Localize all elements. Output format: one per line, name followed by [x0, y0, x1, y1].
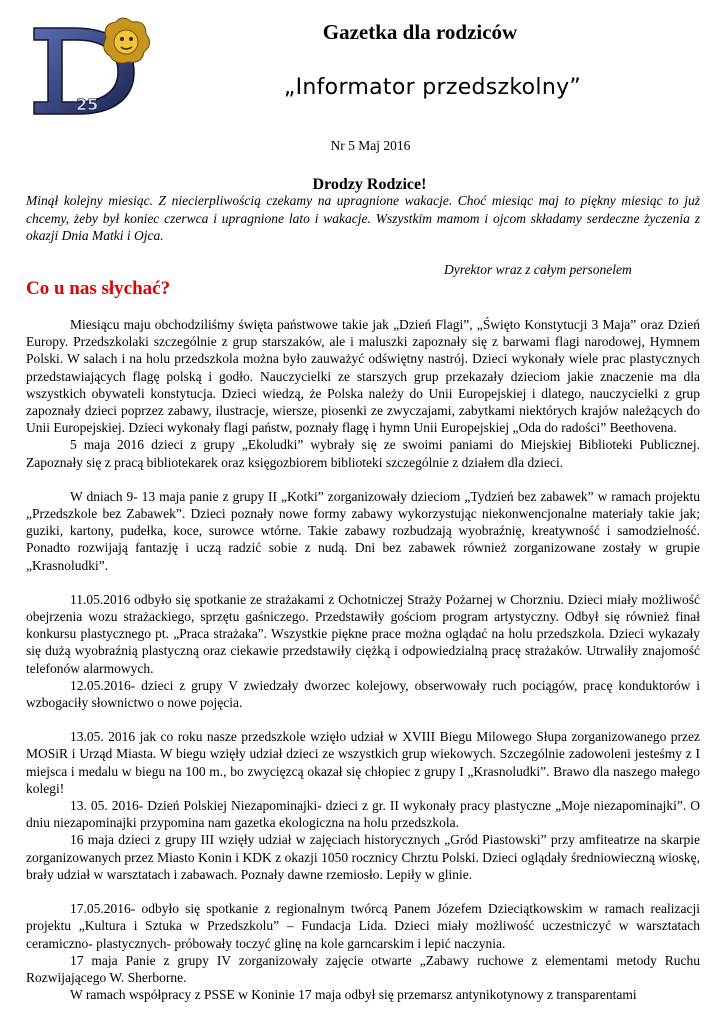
letter-body: Minął kolejny miesiąc. Z niecierpliwością czekamy na upragnione wakacje. Choć miesiąc maj to piękny miesiąc to już chcemy, żeby był koniec czerwca i upragnione lato i wakacje. Wszystkim mamom i ojcom składamy serdeczne życzenia z okazji Dnia Matki i Ojca.: [26, 193, 700, 243]
paragraph-forget-me-not: 13. 05. 2016- Dzień Polskiej Niezapominajki- dzieci z gr. II wykonały pracy plastyczne „Moje niezapominajki”. O dniu niezapominajki przypomina nam gazetka ekologiczna na holu przedszkola.: [26, 798, 700, 831]
letter-greeting: Drodzy Rodzice!: [312, 176, 427, 193]
spacer: [26, 471, 700, 488]
paragraph-ceramics: 17.05.2016- odbyło się spotkanie z regionalnym twórcą Panem Józefem Dzieciątkowskim w ramach realizacji projektu „Kultura i Sztuka w Przedszkolu” – Fundacja Lida. Dzieci miały możliwość uczestniczyć w warsztatach ceramiczno- plastycznych- próbowały toczyć glinę na kole garncarskim i lepić naczynia.: [26, 901, 700, 951]
letter-signature: Dyrektor wraz z całym personelem: [444, 262, 632, 277]
newsletter-title: Gazetka dla rodziców: [322, 20, 518, 44]
spacer: [26, 574, 700, 591]
issue-number: Nr 5 Maj 2016: [330, 138, 411, 153]
section-heading: Co u nas słychać?: [26, 278, 171, 299]
paragraph-anti-nicotine-march: W ramach współpracy z PSSE w Koninie 17 maja odbył się przemarsz antynikotynowy z transparentami: [70, 987, 637, 1003]
paragraph-run: 13.05. 2016 jak co roku nasze przedszkole wzięło udział w XVIII Biegu Milowego Słupa zorganizowanego przez MOSiR i Urząd Miasta. W biegu wzięły udział dzieci ze wszystkich grup wiekowych. Szczególnie zadowoleni jesteśmy z I miejsca i medalu w biegu na 100 m., bo zwycięzcą okazał się chłopiec z grupy I „Krasnoludki”. Brawo dla naszego małego kolegi!: [26, 729, 700, 796]
paragraph-open-class: 17 maja Panie z grupy IV zorganizowały zajęcie otwarte „Zabawy ruchowe z elementami metody Ruchu Rozwijającego W. Sherborne.: [26, 952, 700, 985]
spacer: [26, 711, 700, 728]
news-content: [26, 316, 700, 1003]
paragraph-railway-station: 12.05.2016- dzieci z grupy V zwiedzały dworzec kolejowy, obserwowały ruch pociągów, pracę konduktorów i wzbogaciły słownictwo o nowe pojęcia.: [26, 677, 700, 711]
paragraph-history-workshop: 16 maja dzieci z grupy III wzięły udział w zajęciach historycznych „Gród Piastowski” przy amfiteatrze na skarpie zorganizowanych przez Miasto Konin i KDK z okazji 1050 rocznicy Chrztu Polski. Dzieci oglądały średniowieczną wioskę, brały udział w warsztatach i zabawach. Poznały dawne rzemiosło. Lepiły w glinie.: [26, 832, 700, 882]
spacer: [26, 883, 700, 900]
paragraph-library: 5 maja 2016 dzieci z grupy „Ekoludki” wybrały się ze swoimi paniami do Miejskiej Biblioteki Publicznej. Zapoznały się z pracą bibliotekarek oraz księgozbiorem biblioteki szczególnie z działem dla dzieci.: [26, 437, 700, 470]
paragraph-firefighters: 11.05.2016 odbyło się spotkanie ze strażakami z Ochotniczej Straży Pożarnej w Chorzniu. Dzieci miały możliwość obejrzenia wozu strażackiego, sprzętu gaśniczego. Przedstawiły gościom program artystyczny. Odbył się również finał konkursu plastycznego pt. „Praca strażaka”. Wszystkie piękne prace można oglądać na holu przedszkola. Dzieci wykazały się dużą wyobraźnią plastyczną oraz ciekawie przedstawiły ciężką i odpowiedzialną pracę strażaków. Utrwaliły znajomość telefonów alarmowych.: [26, 591, 700, 676]
logo-number: 25: [76, 95, 99, 114]
paragraph-toy-free-week: W dniach 9- 13 maja panie z grupy II „Kotki” zorganizowały dzieciom „Tydzień bez zabawek” w ramach projektu „Przedszkole bez Zabawek”. Dzieci poznały nowe formy zabawy wykorzystując niekonwencjonalne materiały takie jak; guziki, kartony, pudełka, koce, surowce wtórne. Takie zabawy rozbudzają wyobraźnię, kreatywność i samodzielność. Ponadto rozwijają fantazję i uczą radzić sobie z nudą. Dni bez zabawek również zorganizowane zostały w grupie „Krasnoludki”.: [26, 488, 700, 573]
newsletter-subtitle: „Informator przedszkolny”: [283, 75, 582, 100]
paragraph-holidays: Miesiącu maju obchodziliśmy święta państwowe takie jak „Dzień Flagi”, „Święto Konstytucji 3 Maja” oraz Dzień Europy. Przedszkolaki szczególnie z grup starszaków, ale i maluszki zapoznały się z barwami flagi narodowej, Hymnem Polski. W salach i na holu przedszkola można było zauważyć odświętny nastrój. Dzieci wykonały wiele prac plastycznych przedstawiających flagę polską i godło. Nauczycielki ze starszych grup przekazały dzieciom jakie znaczenie ma dla wszystkich obywateli konstytucja. Dzieci wiedzą, że Polska należy do Unii Europejskiej i dlatego, nauczycielki z grup zapoznały dzieci poprzez zabawy, ilustracje, wiersze, piosenki ze zwyczajami, zabytkami niektórych krajów należących do Unii Europejskiej. Dzieci wykonały flagi państw, poznały flagę i hymn Unii Europejskiej „Oda do radości” Beethovena.: [26, 317, 700, 436]
